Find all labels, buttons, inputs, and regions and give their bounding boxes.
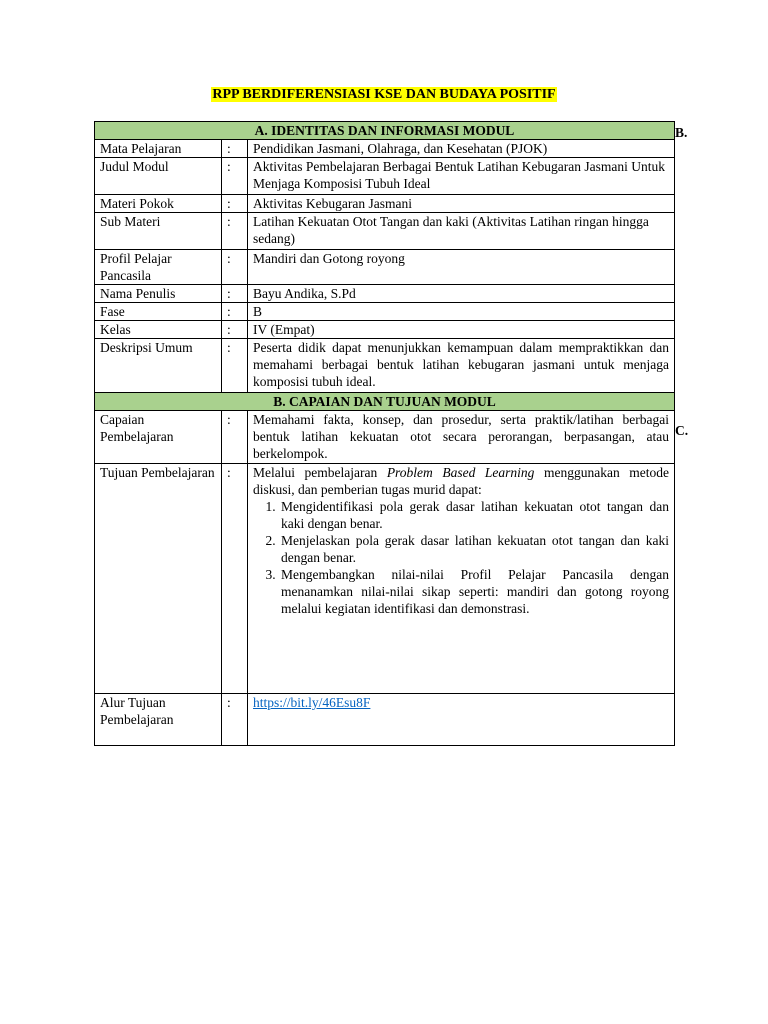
row-colon: : [222,694,248,746]
row-colon: : [222,303,248,321]
table-row [95,694,675,746]
module-table [94,121,675,746]
row-label-mata-pelajaran: Mata Pelajaran [95,140,222,158]
table-row [95,285,675,303]
row-value-tujuan [248,464,675,694]
row-value-materi-pokok: Aktivitas Kebugaran Jasmani [248,195,675,213]
table-row [95,464,675,694]
row-value-mata-pelajaran: Pendidikan Jasmani, Olahraga, dan Kesehatan (PJOK) [248,140,675,158]
table-row [95,213,675,250]
row-label-alur: Alur Tujuan Pembelajaran [95,694,222,746]
table-row [95,339,675,393]
row-colon: : [222,250,248,285]
row-label-tujuan: Tujuan Pembelajaran [95,464,222,694]
row-value-profil-pelajar: Mandiri dan Gotong royong [248,250,675,285]
tujuan-intro-after: menggunakan metode diskusi, dan pemberian tugas murid dapat: [253,465,669,497]
row-label-judul-modul: Judul Modul [95,158,222,195]
tujuan-intro-italic: Problem Based Learning [386,465,535,480]
side-letter-b: B. [675,125,688,140]
row-value-deskripsi-umum: Peserta didik dapat menunjukkan kemampuan dalam mempraktikkan dan memahami berbagai bentuk latihan kebugaran jasmani untuk menjaga komposisi tubuh ideal. [248,339,675,393]
tujuan-intro [253,464,669,498]
row-value-fase: B [248,303,675,321]
row-colon: : [222,140,248,158]
row-value-capaian: Memahami fakta, konsep, dan prosedur, serta praktik/latihan berbagai bentuk latihan kekuatan otot secara perorangan, berpasangan, atau berkelompok. [248,411,675,464]
table-row [95,411,675,464]
row-label-fase: Fase [95,303,222,321]
table-row [95,140,675,158]
row-colon: : [222,195,248,213]
row-colon: : [222,464,248,694]
row-value-alur [248,694,675,746]
side-letter-c: C. [675,423,689,438]
section-b-header: B. CAPAIAN DAN TUJUAN MODUL [95,393,675,411]
section-b-header-row [95,393,675,411]
row-label-materi-pokok: Materi Pokok [95,195,222,213]
section-a-header: A. IDENTITAS DAN INFORMASI MODUL [95,122,675,140]
row-colon: : [222,158,248,195]
document-title [0,86,768,103]
table-row [95,158,675,195]
table-row [95,250,675,285]
document-title-text: RPP BERDIFERENSIASI KSE DAN BUDAYA POSITIF [212,87,556,102]
row-label-deskripsi-umum: Deskripsi Umum [95,339,222,393]
row-colon: : [222,213,248,250]
list-item: 1. Mengidentifikasi pola gerak dasar latihan kekuatan otot tangan dan kaki dengan benar. [279,498,669,532]
row-label-capaian: Capaian Pembelajaran [95,411,222,464]
row-colon: : [222,339,248,393]
row-label-kelas: Kelas [95,321,222,339]
table-row [95,195,675,213]
list-item: 3. Mengembangkan nilai-nilai Profil Pelajar Pancasila dengan menanamkan nilai-nilai sikap seperti: mandiri dan gotong royong melalui kegiatan identifikasi dan demonstrasi. [279,566,669,617]
table-row [95,321,675,339]
row-colon: : [222,285,248,303]
row-colon: : [222,321,248,339]
row-value-kelas: IV (Empat) [248,321,675,339]
table-row [95,303,675,321]
row-value-sub-materi: Latihan Kekuatan Otot Tangan dan kaki (Aktivitas Latihan ringan hingga sedang) [248,213,675,250]
list-item: 2. Menjelaskan pola gerak dasar latihan kekuatan otot tangan dan kaki dengan benar. [279,532,669,566]
row-label-nama-penulis: Nama Penulis [95,285,222,303]
row-value-nama-penulis: Bayu Andika, S.Pd [248,285,675,303]
row-label-profil-pelajar: Profil Pelajar Pancasila [95,250,222,285]
row-value-judul-modul: Aktivitas Pembelajaran Berbagai Bentuk Latihan Kebugaran Jasmani Untuk Menjaga Komposisi Tubuh Ideal [248,158,675,195]
row-label-sub-materi: Sub Materi [95,213,222,250]
row-colon: : [222,411,248,464]
tujuan-intro-before: Melalui pembelajaran [253,465,387,480]
alur-link[interactable]: https://bit.ly/46Esu8F [253,695,371,710]
tujuan-list [253,498,669,617]
section-a-header-row [95,122,675,140]
